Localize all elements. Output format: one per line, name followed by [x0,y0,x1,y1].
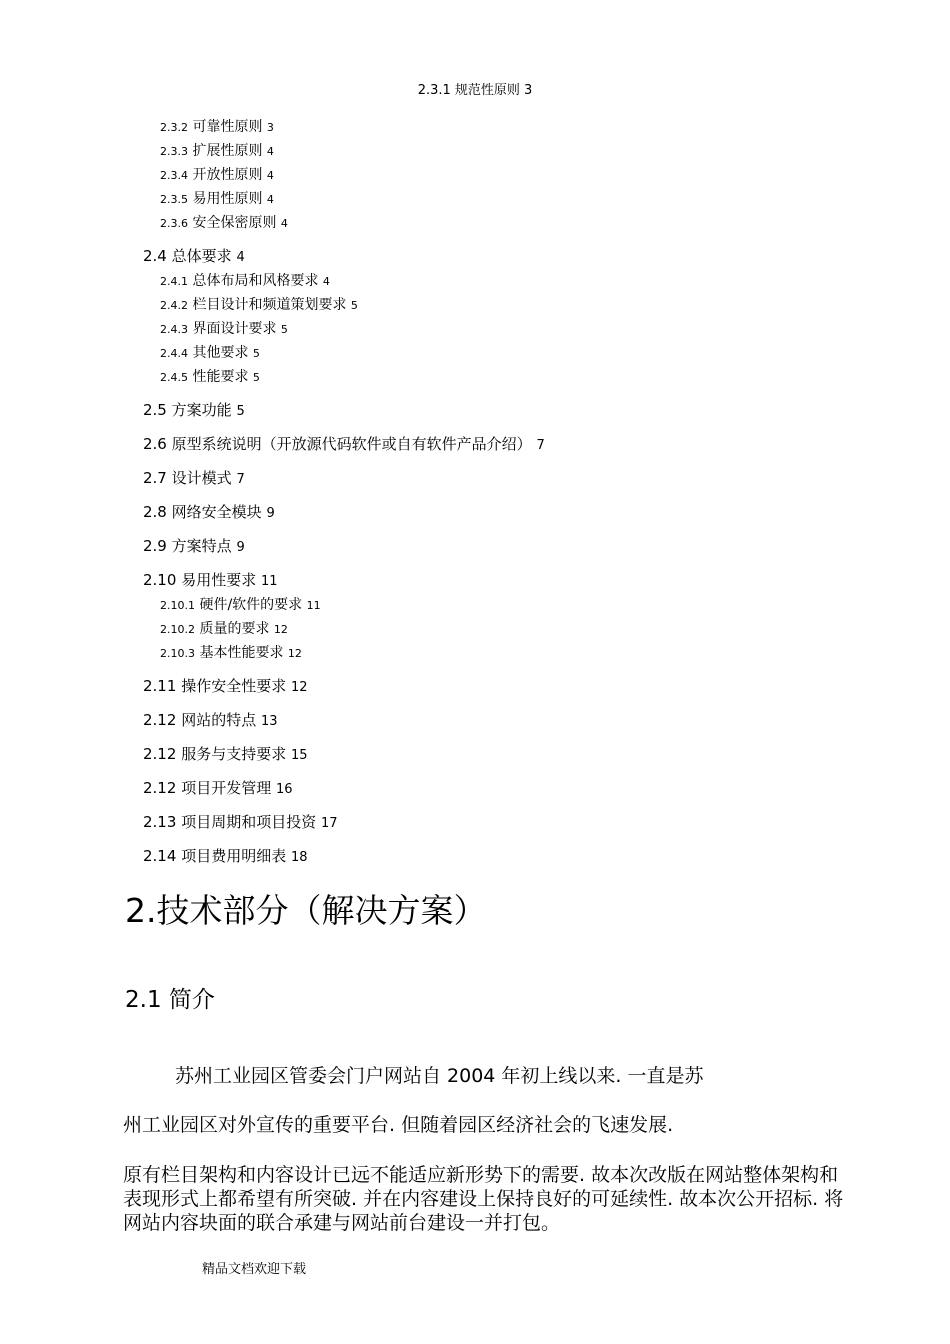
toc-number: 2.10.2 [160,623,195,636]
toc-number: 2.10.3 [160,647,195,660]
toc-entry [160,644,302,663]
toc-entry [160,142,274,161]
toc-entry [160,296,358,315]
toc-entry [160,368,260,387]
toc-number: 2.3.6 [160,217,188,230]
toc-page: 4 [236,250,245,265]
toc-entry [143,468,245,490]
toc-page: 5 [350,299,358,312]
toc-number: 2.6 [143,435,167,453]
toc-number: 2.11 [143,677,177,695]
toc-entry [160,118,274,137]
toc-title: 网站的特点 [181,711,257,729]
toc-number: 2.12 [143,779,177,797]
toc-page: 11 [306,599,321,612]
toc-entry [160,272,330,291]
paragraph-line: 苏州工业园区管委会门户网站自 2004 年初上线以来. 一直是苏 [175,1065,704,1087]
toc-title: 可靠性原则 [192,119,263,135]
toc-title: 项目周期和项目投资 [181,813,317,831]
toc-page: 13 [260,714,278,729]
toc-title: 易用性原则 [192,191,263,207]
toc-entry [160,166,274,185]
toc-entry [143,846,308,868]
toc-title: 总体布局和风格要求 [192,273,319,289]
toc-entry [143,570,278,592]
toc-page: 5 [252,371,260,384]
paragraph-line: 州工业园区对外宣传的重要平台. 但随着园区经济社会的飞速发展. [123,1114,674,1136]
toc-title: 基本性能要求 [199,645,284,661]
toc-page: 7 [236,472,245,487]
toc-page: 3 [266,121,274,134]
toc-entry [143,676,308,698]
toc-page: 12 [287,647,302,660]
toc-title: 界面设计要求 [192,321,277,337]
toc-title: 项目开发管理 [181,779,272,797]
toc-entry [160,214,288,233]
paragraph: 原有栏目架构和内容设计已远不能适应新形势下的需要. 故本次改版在网站整体架构和表现形式上都希望有所突破. 并在内容建设上保持良好的可延续性. 故本次公开招标. 将网站内容块面的联合承建与网站前台建设一并打包。 [123,1164,844,1234]
toc-title: 方案功能 [171,401,232,419]
toc-number: 2.7 [143,469,167,487]
toc-title: 栏目设计和频道策划要求 [192,297,347,313]
toc-number: 2.12 [143,711,177,729]
toc-title: 操作安全性要求 [181,677,287,695]
toc-entry-2-3-1: 2.3.1 规范性原则 3 [417,83,533,98]
toc-title: 性能要求 [192,369,249,385]
toc-number: 2.3.4 [160,169,188,182]
toc-page: 4 [266,193,274,206]
toc-title: 原型系统说明（开放源代码软件或自有软件产品介绍） [171,435,532,453]
toc-title: 项目费用明细表 [181,847,287,865]
toc-number: 2.5 [143,401,167,419]
toc-title: 开放性原则 [192,167,263,183]
toc-number: 2.12 [143,745,177,763]
toc-entry [143,710,278,732]
page-footer: 精品文档欢迎下载 [202,1262,307,1277]
toc-entry [160,190,274,209]
toc-number: 2.14 [143,847,177,865]
toc-number: 2.3.2 [160,121,188,134]
toc-entry [143,812,338,834]
toc-page: 5 [280,323,288,336]
toc-title: 易用性要求 [181,571,257,589]
toc-title: 硬件/软件的要求 [199,597,303,613]
toc-page: 18 [290,850,308,865]
toc-page: 4 [322,275,330,288]
toc-number: 2.4 [143,247,167,265]
toc-page: 16 [275,782,293,797]
toc-page: 11 [260,574,278,589]
toc-title: 服务与支持要求 [181,745,287,763]
toc-number: 2.13 [143,813,177,831]
toc-entry [143,536,245,558]
toc-page: 9 [266,506,275,521]
toc-page: 4 [266,169,274,182]
toc-title: 安全保密原则 [192,215,277,231]
toc-title: 扩展性原则 [192,143,263,159]
toc-page: 7 [536,438,545,453]
toc-title: 方案特点 [171,537,232,555]
toc-page: 4 [280,217,288,230]
toc-page: 17 [320,816,338,831]
toc-page: 5 [252,347,260,360]
toc-number: 2.4.2 [160,299,188,312]
toc-entry [160,620,288,639]
toc-number: 2.4.1 [160,275,188,288]
toc-entry [143,778,293,800]
toc-number: 2.4.5 [160,371,188,384]
subsection-heading: 2.1 简介 [125,987,215,1013]
toc-entry [143,434,545,456]
toc-number: 2.10.1 [160,599,195,612]
toc-entry [143,400,245,422]
toc-title: 网络安全模块 [171,503,262,521]
toc-entry [143,502,275,524]
toc-number: 2.3.5 [160,193,188,206]
toc-page: 12 [290,680,308,695]
toc-page: 4 [266,145,274,158]
toc-title: 其他要求 [192,345,249,361]
toc-page: 9 [236,540,245,555]
toc-title: 总体要求 [171,247,232,265]
toc-entry [160,344,260,363]
toc-number: 2.3.3 [160,145,188,158]
toc-number: 2.8 [143,503,167,521]
toc-entry [143,246,245,268]
toc-number: 2.4.3 [160,323,188,336]
section-heading: 2.技术部分（解决方案） [125,891,487,930]
toc-entry [160,596,321,615]
toc-title: 质量的要求 [199,621,270,637]
toc-title: 设计模式 [171,469,232,487]
toc-page: 15 [290,748,308,763]
toc-entry [160,320,288,339]
toc-page: 12 [273,623,288,636]
toc-entry [143,744,308,766]
toc-number: 2.10 [143,571,177,589]
toc-page: 5 [236,404,245,419]
toc-number: 2.4.4 [160,347,188,360]
toc-number: 2.9 [143,537,167,555]
